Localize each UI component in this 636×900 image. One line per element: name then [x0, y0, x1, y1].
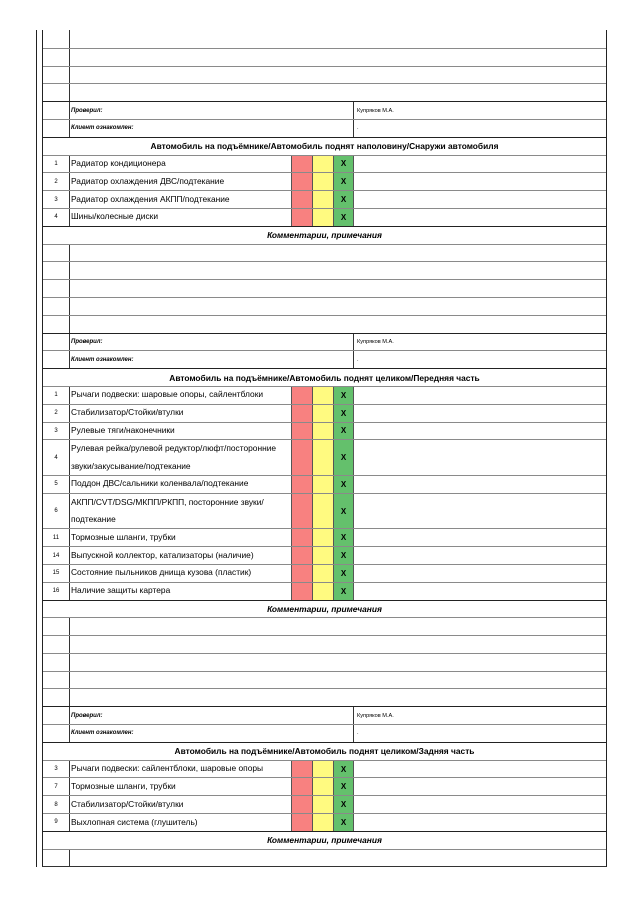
checklist-row: [43, 190, 606, 208]
comment-row[interactable]: [43, 635, 606, 653]
status-ok-cell[interactable]: X: [333, 209, 354, 226]
comment-row[interactable]: [43, 297, 606, 315]
section-title: Автомобиль на подъёмнике/Автомобиль поднят целиком/Задняя часть: [174, 746, 475, 757]
checklist-row: [43, 582, 606, 600]
item-label: Тормозные шланги, трубки: [71, 780, 176, 791]
comment-row[interactable]: [43, 244, 606, 262]
item-number: 6: [43, 494, 70, 529]
client-ack-row: [43, 119, 606, 137]
status-ok-cell[interactable]: X: [333, 476, 354, 493]
item-note[interactable]: [354, 476, 606, 493]
checklist-row: [43, 795, 606, 813]
comment-row[interactable]: [43, 66, 606, 84]
status-warning-cell[interactable]: [312, 529, 333, 546]
checklist-row: [43, 155, 606, 173]
item-label: Рулевая рейка/рулевой редуктор/люфт/посторонние звуки/закусывание/подтекание: [71, 443, 277, 471]
item-label: Рулевые тяги/наконечники: [71, 425, 175, 436]
status-bad-cell[interactable]: [291, 387, 312, 404]
status-ok-cell[interactable]: X: [333, 173, 354, 190]
item-label: Радиатор охлаждения ДВС/подтекание: [71, 175, 225, 186]
comment-row[interactable]: [43, 688, 606, 706]
status-bad-cell[interactable]: [291, 529, 312, 546]
comment-row[interactable]: [43, 279, 606, 297]
status-warning-cell[interactable]: [312, 494, 333, 529]
item-note[interactable]: [354, 209, 606, 226]
status-bad-cell[interactable]: [291, 405, 312, 422]
comments-header: [43, 226, 606, 244]
section-header: [43, 137, 606, 155]
item-note[interactable]: [354, 156, 606, 173]
comments-header: [43, 831, 606, 849]
client-ack-label: Клиент ознакомлен:: [70, 725, 354, 742]
status-ok-cell[interactable]: X: [333, 529, 354, 546]
comment-row[interactable]: [43, 315, 606, 333]
item-note[interactable]: [354, 405, 606, 422]
status-bad-cell[interactable]: [291, 547, 312, 564]
checklist-row: [43, 528, 606, 546]
item-number: 9: [43, 814, 70, 831]
item-label: Поддон ДВС/сальники коленвала/подтекание: [71, 478, 249, 489]
status-bad-cell[interactable]: [291, 778, 312, 795]
item-number: 15: [43, 565, 70, 582]
item-number: 7: [43, 778, 70, 795]
client-ack-value[interactable]: .: [357, 125, 359, 132]
status-ok-cell[interactable]: X: [333, 156, 354, 173]
checklist-row: [43, 475, 606, 493]
status-bad-cell[interactable]: [291, 209, 312, 226]
client-ack-row: [43, 350, 606, 368]
status-warning-cell[interactable]: [312, 547, 333, 564]
comments-title: Комментарии, примечания: [267, 835, 382, 846]
status-bad-cell[interactable]: [291, 173, 312, 190]
item-note[interactable]: [354, 565, 606, 582]
item-note[interactable]: [354, 529, 606, 546]
comment-row[interactable]: [43, 261, 606, 279]
status-bad-cell[interactable]: [291, 156, 312, 173]
item-note[interactable]: [354, 547, 606, 564]
checked-by-label: Проверил:: [70, 102, 354, 119]
status-ok-cell[interactable]: X: [333, 440, 354, 475]
checked-by-row: [43, 706, 606, 724]
section-title: Автомобиль на подъёмнике/Автомобиль поднят наполовину/Снаружи автомобиля: [150, 141, 499, 152]
checklist-row: [43, 439, 606, 475]
item-note[interactable]: [354, 173, 606, 190]
comment-row[interactable]: [43, 83, 606, 101]
status-warning-cell[interactable]: [312, 565, 333, 582]
status-warning-cell[interactable]: [312, 814, 333, 831]
item-note[interactable]: [354, 191, 606, 208]
item-label: Стабилизатор/Стойки/втулки: [71, 407, 184, 418]
comments-header: [43, 600, 606, 618]
status-bad-cell[interactable]: [291, 796, 312, 813]
status-ok-cell[interactable]: X: [333, 814, 354, 831]
item-label: Радиатор кондиционера: [71, 158, 166, 169]
status-ok-cell[interactable]: X: [333, 387, 354, 404]
status-warning-cell[interactable]: [312, 156, 333, 173]
client-ack-label: Клиент ознакомлен:: [70, 351, 354, 368]
client-ack-value[interactable]: .: [357, 730, 359, 737]
status-warning-cell[interactable]: [312, 476, 333, 493]
item-note[interactable]: [354, 778, 606, 795]
checklist-row: [43, 493, 606, 529]
status-warning-cell[interactable]: [312, 761, 333, 778]
item-note[interactable]: [354, 583, 606, 600]
status-bad-cell[interactable]: [291, 476, 312, 493]
item-number: 8: [43, 796, 70, 813]
inspection-sheet: [42, 30, 607, 867]
status-ok-cell[interactable]: X: [333, 583, 354, 600]
checked-by-row: [43, 101, 606, 119]
checked-by-label: Проверил:: [70, 334, 354, 351]
status-bad-cell[interactable]: [291, 440, 312, 475]
checklist-row: [43, 422, 606, 440]
item-note[interactable]: [354, 387, 606, 404]
item-note[interactable]: [354, 761, 606, 778]
status-bad-cell[interactable]: [291, 423, 312, 440]
item-number: 3: [43, 761, 70, 778]
section-header: [43, 368, 606, 386]
comment-row[interactable]: [43, 30, 606, 48]
checklist-row: [43, 386, 606, 404]
item-note[interactable]: [354, 423, 606, 440]
status-ok-cell[interactable]: X: [333, 778, 354, 795]
status-bad-cell[interactable]: [291, 565, 312, 582]
status-warning-cell[interactable]: [312, 440, 333, 475]
checklist-row: [43, 760, 606, 778]
item-note[interactable]: [354, 440, 606, 475]
item-number: 1: [43, 387, 70, 404]
item-label: Наличие защиты картера: [71, 585, 171, 596]
comment-row[interactable]: [43, 653, 606, 671]
comments-title: Комментарии, примечания: [267, 230, 382, 241]
status-ok-cell[interactable]: X: [333, 423, 354, 440]
checklist-row: [43, 813, 606, 831]
item-label: Радиатор охлаждения АКПП/подтекание: [71, 193, 230, 204]
status-ok-cell[interactable]: X: [333, 405, 354, 422]
item-label: Тормозные шланги, трубки: [71, 531, 176, 542]
item-label: Выхлопная система (глушитель): [71, 816, 198, 827]
checklist-row: [43, 564, 606, 582]
item-label: Рычаги подвески: сайлентблоки, шаровые опоры: [71, 763, 264, 774]
checked-by-label: Проверил:: [70, 707, 354, 724]
client-ack-value[interactable]: .: [357, 356, 359, 363]
client-ack-row: [43, 724, 606, 742]
item-label: Выпускной коллектор, катализаторы (наличие): [71, 549, 254, 560]
item-note[interactable]: [354, 814, 606, 831]
item-note[interactable]: [354, 796, 606, 813]
status-warning-cell[interactable]: [312, 583, 333, 600]
item-label: АКПП/CVT/DSG/МКПП/РКПП, посторонние звуки/ подтекание: [71, 496, 264, 525]
checklist-row: [43, 208, 606, 226]
client-ack-label: Клиент ознакомлен:: [70, 120, 354, 137]
checked-by-value[interactable]: Купряков М.А.: [357, 712, 394, 719]
status-bad-cell[interactable]: [291, 814, 312, 831]
comment-row[interactable]: [43, 48, 606, 66]
item-label: Рычаги подвески: шаровые опоры, сайлентблоки: [71, 389, 264, 400]
item-number: 16: [43, 583, 70, 600]
checklist-row: [43, 172, 606, 190]
status-warning-cell[interactable]: [312, 423, 333, 440]
item-number: 5: [43, 476, 70, 493]
status-warning-cell[interactable]: [312, 387, 333, 404]
item-number: 2: [43, 173, 70, 190]
status-bad-cell[interactable]: [291, 583, 312, 600]
comment-row[interactable]: [43, 849, 606, 867]
status-ok-cell[interactable]: X: [333, 761, 354, 778]
checked-by-row: [43, 333, 606, 351]
item-number: 3: [43, 191, 70, 208]
item-number: 4: [43, 209, 70, 226]
status-ok-cell[interactable]: X: [333, 796, 354, 813]
status-warning-cell[interactable]: [312, 191, 333, 208]
item-number: 11: [43, 529, 70, 546]
checked-by-value[interactable]: Купряков М.А.: [357, 338, 394, 345]
status-ok-cell[interactable]: X: [333, 547, 354, 564]
item-label: Шины/колесные диски: [71, 211, 159, 222]
page-margin-line: [36, 30, 37, 867]
status-ok-cell[interactable]: X: [333, 191, 354, 208]
status-ok-cell[interactable]: X: [333, 565, 354, 582]
status-warning-cell[interactable]: [312, 796, 333, 813]
status-warning-cell[interactable]: [312, 405, 333, 422]
comment-row[interactable]: [43, 671, 606, 689]
checklist-row: [43, 546, 606, 564]
status-bad-cell[interactable]: [291, 761, 312, 778]
status-bad-cell[interactable]: [291, 191, 312, 208]
item-number: 1: [43, 156, 70, 173]
section-header: [43, 742, 606, 760]
item-number: 3: [43, 423, 70, 440]
status-warning-cell[interactable]: [312, 173, 333, 190]
comments-title: Комментарии, примечания: [267, 603, 382, 614]
status-warning-cell[interactable]: [312, 209, 333, 226]
section-title: Автомобиль на подъёмнике/Автомобиль поднят целиком/Передняя часть: [169, 372, 480, 383]
item-number: 2: [43, 405, 70, 422]
item-number: 14: [43, 547, 70, 564]
item-note[interactable]: [354, 494, 606, 529]
comment-row[interactable]: [43, 617, 606, 635]
status-ok-cell[interactable]: X: [333, 494, 354, 529]
item-label: Стабилизатор/Стойки/втулки: [71, 798, 184, 809]
status-bad-cell[interactable]: [291, 494, 312, 529]
checked-by-value[interactable]: Купряков М.А.: [357, 107, 394, 114]
item-label: Состояние пыльников днища кузова (пластик): [71, 567, 252, 578]
status-warning-cell[interactable]: [312, 778, 333, 795]
checklist-row: [43, 404, 606, 422]
checklist-row: [43, 777, 606, 795]
item-number: 4: [43, 440, 70, 475]
